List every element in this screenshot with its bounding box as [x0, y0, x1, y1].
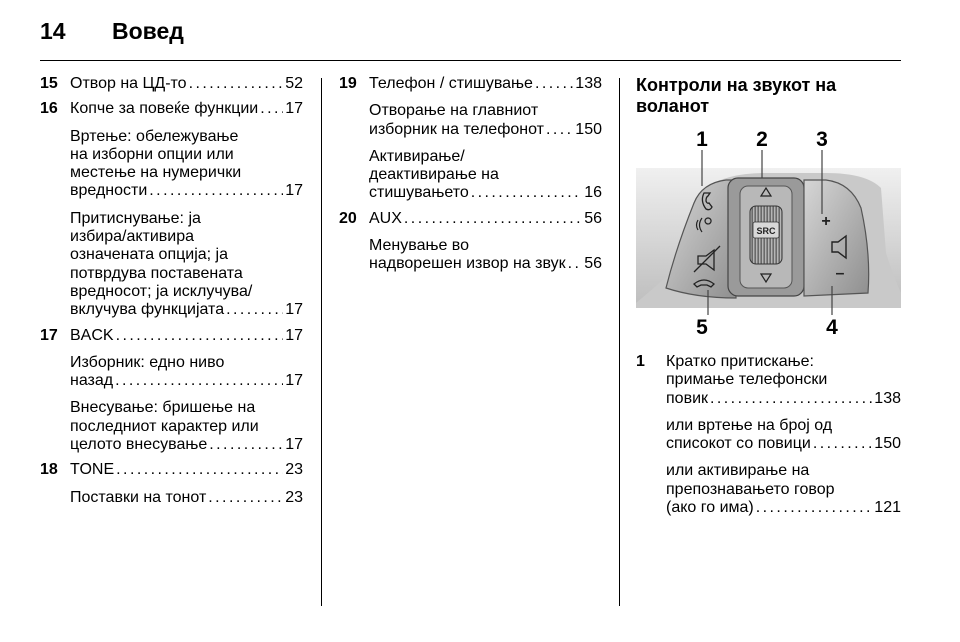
- index-entry: [339, 75, 602, 203]
- entry-line: [369, 75, 602, 93]
- entry-text: последниот карактер или: [70, 417, 259, 435]
- entry-text: назад: [70, 372, 114, 390]
- entry-line: [369, 255, 602, 273]
- entry-text: стишувањето: [369, 184, 469, 202]
- entry-line: [70, 100, 303, 118]
- entry-text: Кратко притискање:: [666, 353, 814, 370]
- entry-text: или вртење на број од: [666, 416, 833, 434]
- entry-text: Притиснување: ја: [70, 209, 201, 227]
- dot-leader: [116, 327, 284, 345]
- entry-text: на изборни опции или: [70, 145, 234, 163]
- page-reference[interactable]: 17: [285, 301, 303, 319]
- entry-line: [70, 301, 303, 319]
- dot-leader: [813, 435, 872, 453]
- entry-text: списокот со повици: [666, 435, 811, 453]
- sub-entry: [666, 462, 901, 517]
- page-reference[interactable]: 23: [285, 461, 303, 479]
- sub-entry: [70, 128, 303, 201]
- dot-leader: [710, 390, 872, 408]
- entry-text: TONE: [70, 461, 115, 479]
- entry-text: Менување во: [369, 237, 470, 255]
- dot-leader: [535, 75, 573, 93]
- column-2: [339, 75, 602, 274]
- entry-text: целото внесување: [70, 436, 208, 454]
- index-entry: [40, 75, 303, 93]
- volume-down-label: –: [835, 265, 845, 282]
- dot-leader: [226, 301, 283, 319]
- entry-line: [70, 75, 303, 93]
- entry-number: 19: [339, 75, 357, 92]
- sub-entry: [369, 237, 602, 274]
- sub-entry: [70, 210, 303, 320]
- dot-leader: [116, 461, 283, 479]
- entry-text: Отвор на ЦД-то: [70, 75, 187, 92]
- entry-text: препознавањето говор: [666, 480, 835, 498]
- page-reference[interactable]: 17: [285, 436, 303, 454]
- entry-text: надворешен извор на звук: [369, 255, 566, 273]
- dot-leader: [115, 372, 283, 390]
- page-reference[interactable]: 17: [285, 326, 303, 344]
- page-reference[interactable]: 150: [575, 120, 602, 138]
- dot-leader: [260, 100, 283, 118]
- callout-3: 3: [816, 128, 828, 151]
- entry-text: изборник на телефонот: [369, 120, 544, 138]
- entry-line: [666, 435, 901, 453]
- column-1: [40, 75, 303, 507]
- page-header: [40, 18, 184, 45]
- sub-entry: [70, 489, 303, 507]
- dot-leader: [568, 255, 583, 273]
- entry-text: Копче за повеќе функции: [70, 100, 259, 118]
- entry-number: 17: [40, 326, 58, 344]
- entry-text: Изборник: едно ниво: [70, 353, 225, 371]
- callout-4: 4: [826, 316, 838, 339]
- entry-text: AUX: [369, 209, 402, 227]
- entry-text: Отворање на главниот: [369, 102, 539, 120]
- entry-text: потврдува поставената: [70, 264, 243, 282]
- sub-entry: [369, 102, 602, 139]
- steering-wheel-controls-illustration: [636, 128, 901, 341]
- entry-text: местење на нумерички: [70, 164, 242, 182]
- entry-text: или активирање на: [666, 462, 810, 480]
- entry-line: [70, 372, 303, 390]
- entry-text: (ако го има): [666, 499, 754, 517]
- volume-up-label: +: [821, 213, 831, 230]
- entry-line: [369, 184, 602, 202]
- entry-text: деактивирање на: [369, 166, 499, 184]
- entry-text: избира/активира: [70, 228, 195, 246]
- index-entry: [40, 100, 303, 319]
- column-3: [636, 75, 901, 117]
- page-reference[interactable]: 56: [584, 255, 602, 273]
- sub-entry: [70, 354, 303, 391]
- entry-number: 15: [40, 75, 58, 92]
- index-entry: [636, 353, 901, 517]
- entry-text: Внесување: бришење на: [70, 399, 256, 417]
- page-reference[interactable]: 23: [285, 488, 303, 506]
- page-title: Вовед: [112, 18, 184, 44]
- page-reference[interactable]: 16: [584, 184, 602, 202]
- sub-entry: [666, 417, 901, 454]
- entry-line: [70, 182, 303, 200]
- column-3-list: [636, 353, 901, 517]
- entry-line: [70, 327, 303, 345]
- dot-leader: [149, 182, 283, 200]
- dot-leader: [471, 184, 582, 202]
- index-entry: [40, 327, 303, 455]
- entry-text: повик: [666, 389, 708, 407]
- page-reference[interactable]: 56: [584, 209, 602, 227]
- entry-line: [666, 390, 901, 408]
- page-reference[interactable]: 52: [285, 75, 303, 92]
- entry-text: означената опција; ја: [70, 246, 229, 264]
- page-reference[interactable]: 150: [874, 435, 901, 453]
- entry-number: 18: [40, 461, 58, 479]
- sub-entry: [70, 399, 303, 454]
- page-reference[interactable]: 17: [285, 182, 303, 200]
- dot-leader: [756, 499, 873, 517]
- entry-number: 1: [636, 353, 645, 370]
- column-divider: [619, 78, 620, 606]
- page-number: 14: [40, 18, 66, 44]
- src-label: SRC: [756, 226, 776, 236]
- entry-line: [70, 489, 303, 507]
- dot-leader: [208, 489, 283, 507]
- dot-leader: [546, 121, 573, 139]
- page-reference[interactable]: 17: [285, 372, 303, 390]
- dot-leader: [189, 75, 284, 93]
- page-reference[interactable]: 138: [575, 75, 602, 92]
- entry-text: вредности: [70, 182, 148, 200]
- entry-text: Телефон / стишување: [369, 75, 533, 92]
- dot-leader: [209, 436, 283, 454]
- callout-2: 2: [756, 128, 768, 151]
- page-reference[interactable]: 17: [285, 100, 303, 118]
- index-entry: [339, 210, 602, 274]
- entry-text: Поставки на тонот: [70, 488, 207, 506]
- entry-text: вклучува функцијата: [70, 301, 225, 319]
- entry-line: [369, 210, 602, 228]
- callout-5: 5: [696, 316, 708, 339]
- sub-entry: [369, 148, 602, 203]
- entry-text: BACK: [70, 326, 114, 344]
- entry-number: 16: [40, 100, 58, 118]
- entry-text: примање телефонски: [666, 371, 828, 389]
- entry-line: [70, 436, 303, 454]
- callout-1: 1: [696, 128, 708, 151]
- page-reference[interactable]: 138: [874, 389, 901, 407]
- entry-text: Активирање/: [369, 147, 465, 165]
- entry-text: вредносот; ја исклучува/: [70, 282, 253, 300]
- entry-text: Вртење: обележување: [70, 127, 239, 145]
- entry-line: [369, 121, 602, 139]
- entry-line: [666, 499, 901, 517]
- dot-leader: [404, 210, 582, 228]
- entry-number: 20: [339, 209, 357, 227]
- header-rule: [40, 60, 901, 61]
- page-reference[interactable]: 121: [874, 499, 901, 517]
- section-title: Контроли на звукот на воланот: [636, 75, 837, 116]
- entry-line: [70, 461, 303, 479]
- column-divider: [321, 78, 322, 606]
- index-entry: [40, 461, 303, 507]
